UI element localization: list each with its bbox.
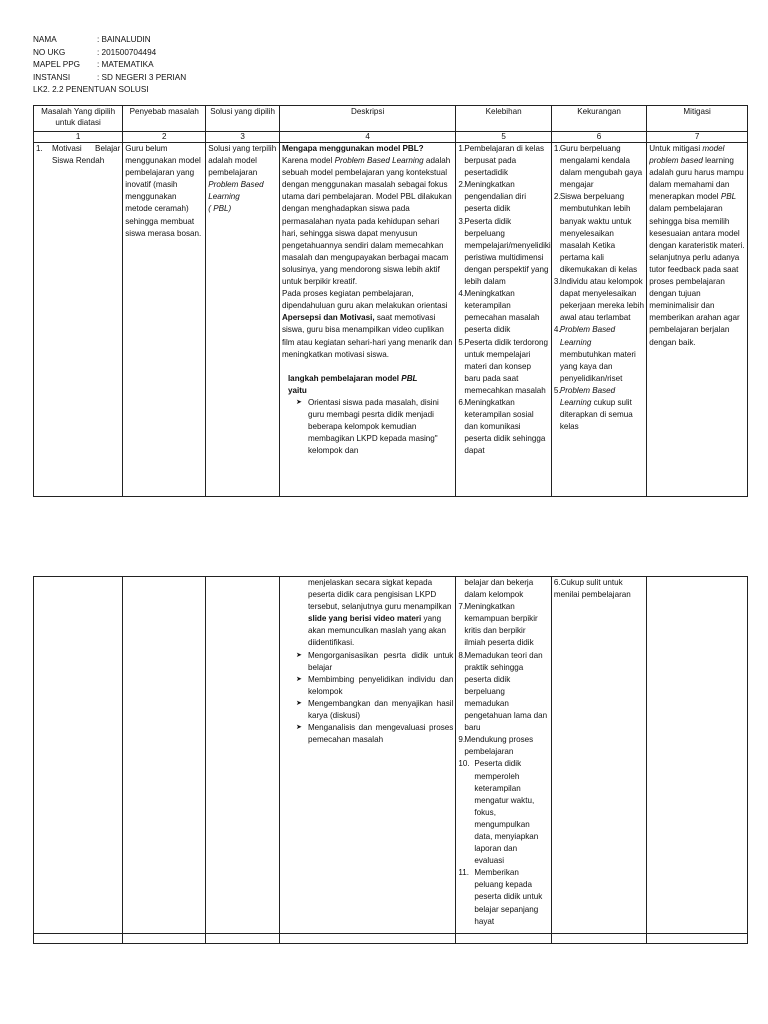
deskripsi-paragraph-1 [282, 155, 453, 288]
list-item [458, 216, 551, 289]
list-item-number: 10. [458, 759, 470, 769]
kelebihan-cell [456, 577, 551, 934]
list-item-italic: Problem Based Learning [559, 325, 616, 347]
mitigasi-italic: PBL [720, 192, 737, 202]
list-item-text: Guru berpeluang mengalami kendala dalam mengubah gaya mengajar [559, 144, 643, 190]
list-item [458, 758, 548, 867]
list-item-number: 5. [458, 337, 466, 347]
deskripsi-bold: slide yang berisi video materi [307, 614, 422, 624]
langkah-step [282, 397, 453, 457]
langkah-step [282, 698, 453, 722]
arrow-bullet-icon: ➤ [295, 651, 302, 659]
list-item [458, 397, 548, 457]
list-item-text: Meningkatkan keterampilan sosial dan komunikasi peserta didik sehingga dapat [464, 397, 546, 456]
kekurangan-cell [551, 577, 646, 934]
empty-cell [279, 934, 455, 944]
deskripsi-text: saat memotivasi siswa, guru bisa menampilkan video cuplikan film atau kegiatan sehari-hari yang menarik dan meningkatkan motivasi siswa. [281, 313, 453, 359]
deskripsi-paragraph-2 [282, 288, 453, 361]
mitigasi-cell-empty [647, 577, 748, 934]
noukg-value: : 201500704494 [97, 47, 157, 57]
empty-cell [456, 934, 551, 944]
arrow-bullet-icon: ➤ [295, 699, 302, 707]
list-item-text: Meningkatkan kemampuan berpikir kritis dan berpikir ilmiah peserta didik [464, 602, 538, 648]
deskripsi-cell [279, 577, 455, 934]
solution-table-part1 [33, 105, 748, 497]
mitigasi-cell [647, 143, 748, 497]
list-item-number: 3. [553, 277, 561, 287]
langkah-heading [282, 373, 453, 397]
list-item-text: Meningkatkan keterampilan pemecahan masalah peserta didik [464, 289, 540, 335]
list-item-number: 11. [458, 868, 470, 878]
langkah-step-text: Menganalisis dan mengevaluasi proses pemecahan masalah [307, 723, 454, 745]
empty-cell [34, 934, 123, 944]
list-item-number: 2. [458, 180, 466, 190]
table-row [34, 143, 748, 497]
langkah-step-text: Membimbing penyelidikan individu dan kelompok [307, 674, 454, 696]
deskripsi-text: yang akan memunculkan maslah yang akan diidentifikasi. [307, 614, 447, 648]
mitigasi-text: Untuk mitigasi [649, 144, 703, 153]
empty-cell [551, 934, 646, 944]
masalah-cell-empty [34, 577, 123, 934]
list-item-number: 9. [458, 735, 466, 745]
table-empty-row [34, 934, 748, 944]
header-penyebab: Penyebab masalah [123, 106, 206, 132]
langkah-text: yaitu [287, 385, 307, 395]
list-item-text: Meningkatkan pengendalian diri peserta didik [464, 180, 527, 214]
column-number: 2 [123, 132, 206, 143]
list-item-number: 1. [553, 144, 561, 153]
deskripsi-italic: Problem Based Learning [334, 156, 424, 166]
deskripsi-text: adalah sebuah model pembelajaran yang kontekstual dengan menggunakan masalah sebagai fokus utama dari pembelajaran. Model PBL dilakukan dengan menghadapkan siswa pada permasalahan nyata pada kehidupan sehari hari, sehingga siswa dapat menyusun pengetahuannya sendiri dalam memecahkan masalah dan mengupayakan berbagai macam solusinya, yang mendorong siswa lebih aktif untuk berpikir kreatif. [281, 156, 452, 287]
solusi-text: Solusi yang terpilih adalah model pembelajaran [208, 144, 277, 178]
column-number: 7 [647, 132, 748, 143]
mitigasi-italic: model problem based [649, 144, 725, 166]
list-item-text: Peserta didik terdorong untuk mempelajari materi dan konsep baru pada saat memecahkan masalah [464, 337, 549, 395]
list-item-text: Peserta didik berpeluang mempelajari/menyelidiki peristiwa multidimensi dengan perspektif yang lebih dalam [464, 216, 551, 287]
list-item-number: 7. [458, 602, 466, 612]
masalah-item [36, 143, 120, 167]
list-item [458, 601, 548, 649]
deskripsi-cell [279, 143, 455, 497]
solution-table-part2 [33, 576, 748, 944]
header-row-instansi [33, 72, 186, 85]
masalah-text: Motivasi Belajar Siswa Rendah [52, 144, 121, 166]
kekurangan-cell [551, 143, 646, 497]
langkah-step [282, 722, 453, 746]
document-header [33, 34, 186, 97]
list-item-text: Individu atau kelompok dapat menyelesaikan pekerjaan mereka lebih awal atau terlambat [559, 277, 644, 323]
langkah-step [282, 674, 453, 698]
list-item-number: 4. [458, 289, 466, 299]
list-item [554, 276, 644, 324]
kekurangan-text: 6.Cukup sulit untuk menilai pembelajaran [553, 578, 631, 600]
solusi-cell-empty [206, 577, 280, 934]
deskripsi-text: Karena model [281, 156, 335, 166]
deskripsi-bold: Apersepsi dan Motivasi, [281, 313, 375, 323]
list-item-text: Memberikan peluang kepada peserta didik untuk belajar sepanjang hayat [474, 868, 543, 926]
deskripsi-text: Pada proses kegiatan pembelajaran, dipendahuluan guru akan melakukan orientasi [281, 289, 448, 311]
kelebihan-list [458, 143, 551, 457]
list-item [458, 288, 548, 336]
solusi-cell [206, 143, 280, 497]
deskripsi-question: Mengapa menggunakan model PBL? [281, 144, 424, 153]
instansi-label: INSTANSI [33, 72, 71, 82]
list-item [554, 191, 644, 276]
nama-value: : BAINALUDIN [97, 35, 151, 44]
list-item-number: 4. [553, 325, 561, 335]
list-item [458, 179, 548, 215]
header-row-noukg [33, 47, 186, 60]
list-item-number: 8. [458, 650, 466, 660]
penyebab-cell-empty [123, 577, 206, 934]
list-item-text: Mendukung proses pembelajaran [464, 735, 534, 757]
header-solusi: Solusi yang dipilih [206, 106, 280, 132]
list-item-italic: Problem Based Learning [559, 385, 616, 407]
column-number: 4 [279, 132, 455, 143]
list-item [458, 650, 548, 735]
list-item-number: 2. [553, 192, 561, 202]
column-number: 6 [551, 132, 646, 143]
list-item-text: Siswa berpeluang membutuhkan lebih banyak waktu untuk menyelesaikan masalah Ketika pertama kali dikemukakan di kelas [559, 192, 638, 274]
column-number: 3 [206, 132, 280, 143]
arrow-bullet-icon: ➤ [295, 398, 302, 406]
deskripsi-continuation [282, 577, 453, 650]
mapel-value: : MATEMATIKA [97, 60, 154, 70]
solusi-abbrev: ( PBL) [208, 204, 232, 214]
header-deskripsi: Deskripsi [279, 106, 455, 132]
table-row [34, 577, 748, 934]
kekurangan-list [554, 143, 644, 433]
column-number: 1 [34, 132, 123, 143]
list-item [458, 143, 548, 179]
mitigasi-text: learning adalah guru harus mampu dalam memahami dan menerapkan model [649, 156, 744, 202]
list-item-text: Problem Based Learning cukup sulit diterapkan di semua kelas [559, 385, 633, 432]
langkah-text: langkah pembelajaran model [287, 373, 402, 383]
arrow-bullet-icon: ➤ [295, 724, 302, 732]
table-header-row [34, 106, 748, 132]
list-item [458, 734, 548, 758]
list-item [458, 867, 548, 927]
deskripsi-text: menjelaskan secara sigkat kepada peserta didik cara pengisisan LKPD tersebut, selanjutnya guru menampilkan [307, 578, 452, 612]
kelebihan-list [458, 601, 548, 928]
arrow-bullet-icon: ➤ [295, 675, 302, 683]
empty-cell [123, 934, 206, 944]
langkah-italic: PBL [401, 373, 418, 383]
list-item-text: Memadukan teori dan praktik sehingga peserta didik berpeluang memadukan pengetahuan lama dan baru [464, 650, 548, 733]
instansi-value: : SD NEGERI 3 PERIAN [97, 72, 187, 82]
list-item-number: 5. [553, 385, 561, 395]
list-item [554, 143, 644, 191]
header-row-mapel [33, 59, 186, 72]
langkah-step-text: Mengorganisasikan pesrta didik untuk belajar [307, 650, 454, 672]
header-kelebihan: Kelebihan [456, 106, 551, 132]
masalah-cell [34, 143, 123, 497]
header-row-nama [33, 34, 186, 47]
list-item [554, 324, 644, 384]
list-item [458, 337, 548, 397]
lk-title: LK2. 2.2 PENENTUAN SOLUSI [33, 85, 149, 95]
empty-cell [206, 934, 280, 944]
mitigasi-text: dalam pembelajaran sehingga bisa memilih kesesuaian antara model dengan karateristik materi. selanjutnya perlu adanya tutor feedback pada saat proses pembelajaran dengan tujuan meminimalisir dan memberikan arahan agar pembelajaran berjalan dengan baik. [649, 204, 745, 347]
header-masalah: Masalah Yang dipilih untuk diatasi [34, 106, 123, 132]
header-mitigasi: Mitigasi [647, 106, 748, 132]
penyebab-text: Guru belum menggunakan model pembelajaran yang inovatif (masih menggunakan metode ceramah) sehingga membuat siswa merasa bosan. [125, 144, 202, 238]
header-kekurangan: Kekurangan [551, 106, 646, 132]
list-item-number: 1. [458, 144, 466, 153]
list-item-text: Peserta didik memperoleh keterampilan mengatur waktu, fokus, mengumpulkan data, menyiapkan laporan dan evaluasi [474, 759, 539, 866]
masalah-number: 1. [36, 144, 43, 153]
list-item-number: 6. [458, 397, 466, 407]
empty-cell [647, 934, 748, 944]
langkah-step-text: Mengembangkan dan menyajikan hasil karya (diskusi) [307, 698, 454, 721]
column-number-row [34, 132, 748, 143]
noukg-label: NO UKG [33, 47, 66, 57]
kelebihan-cell [456, 143, 551, 497]
column-number: 5 [456, 132, 551, 143]
mapel-label: MAPEL PPG [33, 60, 81, 70]
list-item-text: Pembelajaran di kelas berpusat pada pesertadidik [464, 144, 544, 178]
langkah-step [282, 650, 453, 674]
list-item-number: 3. [458, 216, 466, 226]
penyebab-cell [123, 143, 206, 497]
solusi-model-name: Problem Based Learning [208, 180, 264, 202]
langkah-step-text: Orientasi siswa pada masalah, disini guru membagi pesrta didik menjadi beberapa kelompok kemudian membagikan LKPD kepada masing" kelompok dan [307, 397, 439, 456]
langkah-steps [282, 650, 453, 747]
kelebihan-continuation: belajar dan bekerja dalam kelompok [464, 578, 534, 600]
nama-label: NAMA [33, 35, 57, 44]
list-item-text: Problem Based Learning membutuhkan materi yang kaya dan penyelidikan/riset [559, 325, 636, 383]
list-item [554, 385, 644, 433]
